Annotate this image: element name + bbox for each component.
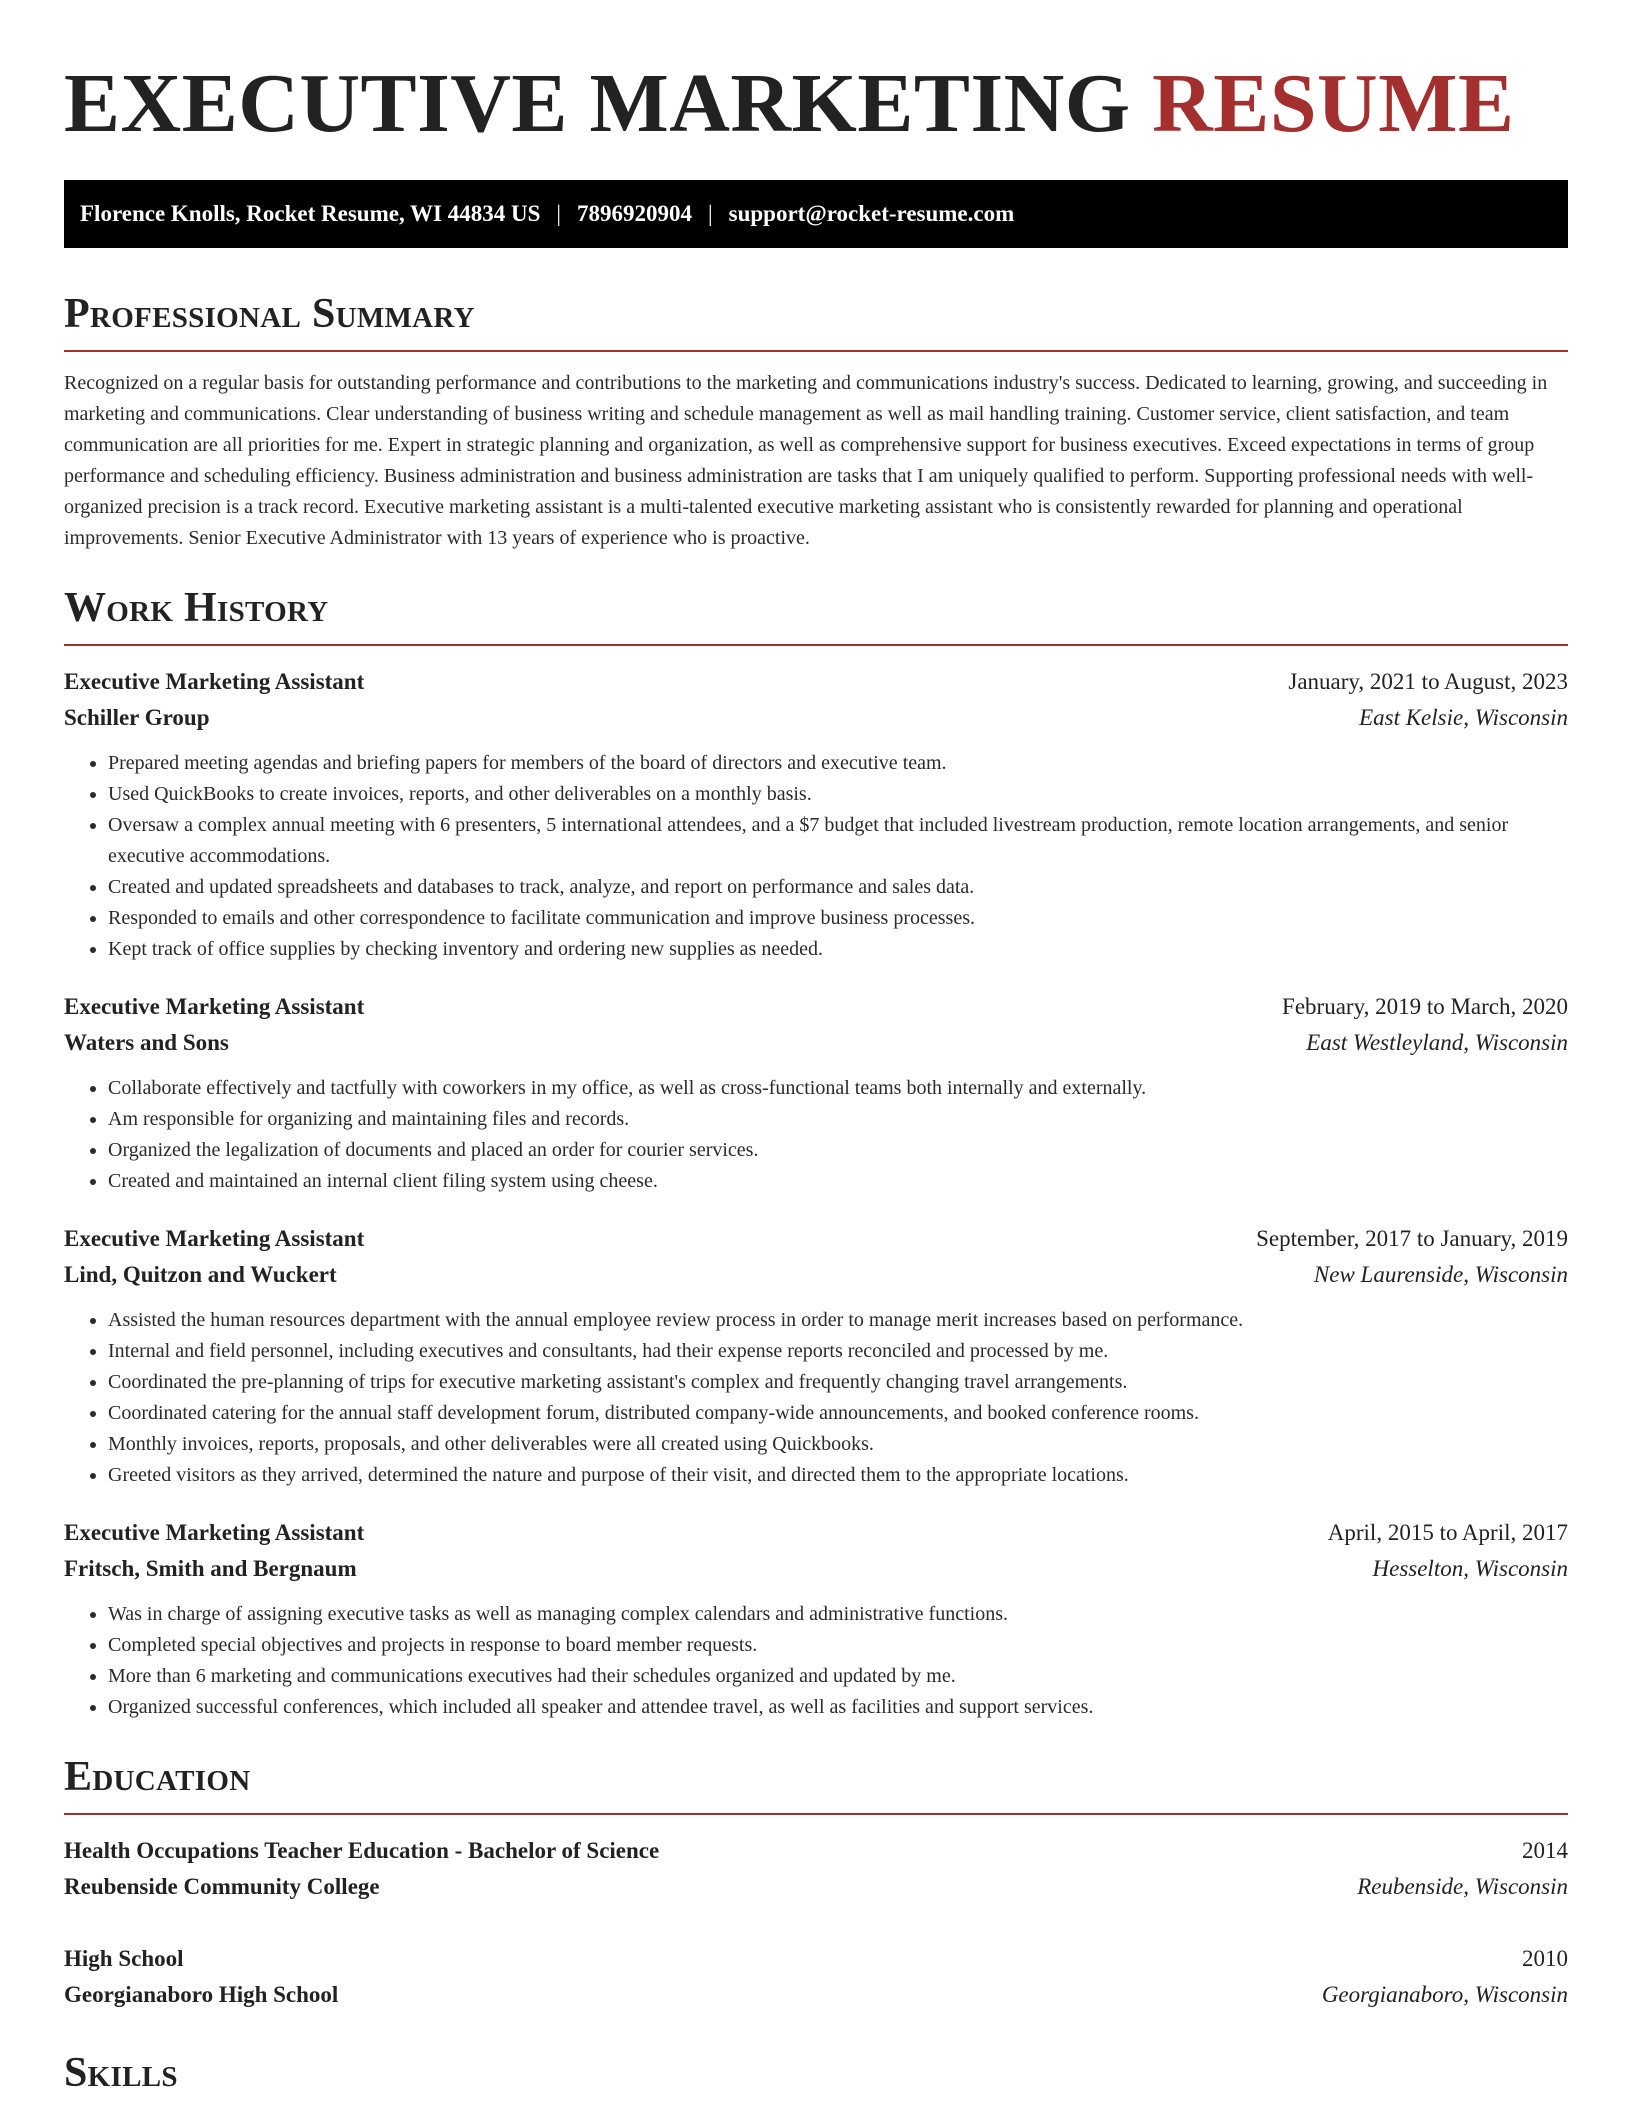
education-section: [64, 1751, 1568, 2013]
education-school-row: [64, 1869, 1568, 1905]
education-entry: [64, 1833, 1568, 1905]
job-bullet: • Was in charge of assigning executive tasks as well as managing complex calendars and administrative functions.: [108, 1599, 1568, 1630]
jobs-list: [64, 664, 1568, 1723]
resume-title: [64, 0, 1568, 152]
contact-address: Florence Knolls, Rocket Resume, WI 44834 US: [80, 201, 541, 226]
job-entry: [64, 1515, 1568, 1723]
job-bullet: • Organized the legalization of documents and placed an order for courier services.: [108, 1135, 1568, 1166]
job-bullet: • Coordinated catering for the annual staff development forum, distributed company-wide announcements, and booked conference rooms.: [108, 1398, 1568, 1429]
job-dates: February, 2019 to March, 2020: [1282, 994, 1568, 1019]
job-bullet: • Oversaw a complex annual meeting with 6 presenters, 5 international attendees, and a $7 budget that included livestream production, remote location arrangements, and senior executive accommodations.: [108, 810, 1568, 872]
job-company: Schiller Group: [64, 705, 210, 730]
job-bullet: • Used QuickBooks to create invoices, reports, and other deliverables on a monthly basis.: [108, 779, 1568, 810]
job-bullet: • Kept track of office supplies by checking inventory and ordering new supplies as needed.: [108, 934, 1568, 965]
job-company-row: [64, 1551, 1568, 1587]
education-school: Georgianaboro High School: [64, 1982, 339, 2007]
contact-separator: |: [556, 201, 562, 226]
job-bullet: • Created and maintained an internal client filing system using cheese.: [108, 1166, 1568, 1197]
section-heading-work-history: Work History: [64, 585, 329, 631]
summary-section: [64, 288, 1568, 554]
job-title: Executive Marketing Assistant: [64, 1520, 365, 1545]
education-degree-row: [64, 1941, 1568, 1977]
section-divider: [64, 644, 1568, 646]
job-company: Fritsch, Smith and Bergnaum: [64, 1556, 357, 1581]
job-company-row: [64, 700, 1568, 736]
title-main: EXECUTIVE MARKETING: [64, 57, 1131, 150]
job-bullet: • Prepared meeting agendas and briefing papers for members of the board of directors and executive team.: [108, 748, 1568, 779]
job-bullet: • Greeted visitors as they arrived, determined the nature and purpose of their visit, and directed them to the appropriate locations.: [108, 1460, 1568, 1491]
education-school: Reubenside Community College: [64, 1874, 380, 1899]
job-title: Executive Marketing Assistant: [64, 1226, 365, 1251]
job-location: East Kelsie, Wisconsin: [1359, 705, 1568, 730]
job-bullet-list: [64, 1073, 1568, 1197]
job-entry: [64, 664, 1568, 965]
job-company-row: [64, 1257, 1568, 1293]
education-location: Reubenside, Wisconsin: [1357, 1874, 1568, 1899]
job-bullet: • Organized successful conferences, which included all speaker and attendee travel, as well as facilities and support services.: [108, 1692, 1568, 1723]
job-dates: January, 2021 to August, 2023: [1288, 669, 1568, 694]
section-heading-summary: Professional Summary: [64, 291, 475, 337]
job-bullet: • Completed special objectives and projects in response to board member requests.: [108, 1630, 1568, 1661]
job-entry: [64, 989, 1568, 1197]
job-bullet: • Responded to emails and other correspondence to facilitate communication and improve business processes.: [108, 903, 1568, 934]
summary-text: Recognized on a regular basis for outstanding performance and contributions to the marketing and communications industry's success. Dedicated to learning, growing, and succeeding in marketing and communications. Clear understanding of business writing and schedule management as well as mail handling training. Customer service, client satisfaction, and team communication are all priorities for me. Expert in strategic planning and organization, as well as comprehensive support for business executives. Exceed expectations in terms of group performance and scheduling efficiency. Business administration and business administration are tasks that I am uniquely qualified to perform. Supporting professional needs with well-organized precision is a track record. Executive marketing assistant is a multi-talented executive marketing assistant who is consistently rewarded for planning and operational improvements. Senior Executive Administrator with 13 years of experience who is proactive.: [64, 372, 1548, 549]
job-location: East Westleyland, Wisconsin: [1306, 1030, 1568, 1055]
job-header-row: [64, 664, 1568, 700]
job-company: Lind, Quitzon and Wuckert: [64, 1262, 337, 1287]
job-entry: [64, 1221, 1568, 1491]
title-accent: RESUME: [1152, 57, 1515, 150]
contact-separator: |: [708, 201, 713, 226]
job-bullet: • Coordinated the pre-planning of trips for executive marketing assistant's complex and frequently changing travel arrangements.: [108, 1367, 1568, 1398]
job-bullet: • Collaborate effectively and tactfully with coworkers in my office, as well as cross-functional teams both internally and externally.: [108, 1073, 1568, 1104]
job-title: Executive Marketing Assistant: [64, 669, 365, 694]
education-year: 2010: [1522, 1946, 1568, 1971]
education-degree: Health Occupations Teacher Education - Bachelor of Science: [64, 1838, 660, 1863]
job-bullet: • Internal and field personnel, including executives and consultants, had their expense reports reconciled and processed by me.: [108, 1336, 1568, 1367]
section-heading-skills: Skills: [64, 2050, 178, 2096]
job-location: New Laurenside, Wisconsin: [1313, 1262, 1568, 1287]
contact-bar: [64, 180, 1568, 248]
job-bullet: • More than 6 marketing and communications executives had their schedules organized and updated by me.: [108, 1661, 1568, 1692]
education-list: [64, 1833, 1568, 2013]
job-bullet-list: [64, 748, 1568, 965]
section-divider: [64, 350, 1568, 352]
education-degree-row: [64, 1833, 1568, 1869]
education-year: 2014: [1522, 1838, 1568, 1863]
job-header-row: [64, 989, 1568, 1025]
job-bullet-list: [64, 1305, 1568, 1491]
job-dates: September, 2017 to January, 2019: [1256, 1226, 1568, 1251]
section-heading-education: Education: [64, 1754, 251, 1800]
job-bullet: • Created and updated spreadsheets and databases to track, analyze, and report on performance and sales data.: [108, 872, 1568, 903]
education-location: Georgianaboro, Wisconsin: [1321, 1982, 1568, 2007]
job-location: Hesselton, Wisconsin: [1372, 1556, 1568, 1581]
job-title: Executive Marketing Assistant: [64, 994, 365, 1019]
job-bullet: • Assisted the human resources department with the annual employee review process in order to manage merit increases based on performance.: [108, 1305, 1568, 1336]
job-header-row: [64, 1515, 1568, 1551]
job-dates: April, 2015 to April, 2017: [1327, 1520, 1568, 1545]
job-company-row: [64, 1025, 1568, 1061]
contact-email: support@rocket-resume.com: [728, 201, 1015, 226]
job-company: Waters and Sons: [64, 1030, 229, 1055]
education-degree: High School: [64, 1946, 184, 1971]
job-bullet: • Monthly invoices, reports, proposals, and other deliverables were all created using Quickbooks.: [108, 1429, 1568, 1460]
resume-content: [64, 0, 1568, 2099]
job-bullet-list: [64, 1599, 1568, 1723]
contact-phone: 7896920904: [577, 201, 693, 226]
section-divider: [64, 1813, 1568, 1815]
job-header-row: [64, 1221, 1568, 1257]
skills-section: [64, 2047, 1568, 2099]
work-history-section: [64, 582, 1568, 1723]
education-entry: [64, 1941, 1568, 2013]
job-bullet: • Am responsible for organizing and maintaining files and records.: [108, 1104, 1568, 1135]
education-school-row: [64, 1977, 1568, 2013]
